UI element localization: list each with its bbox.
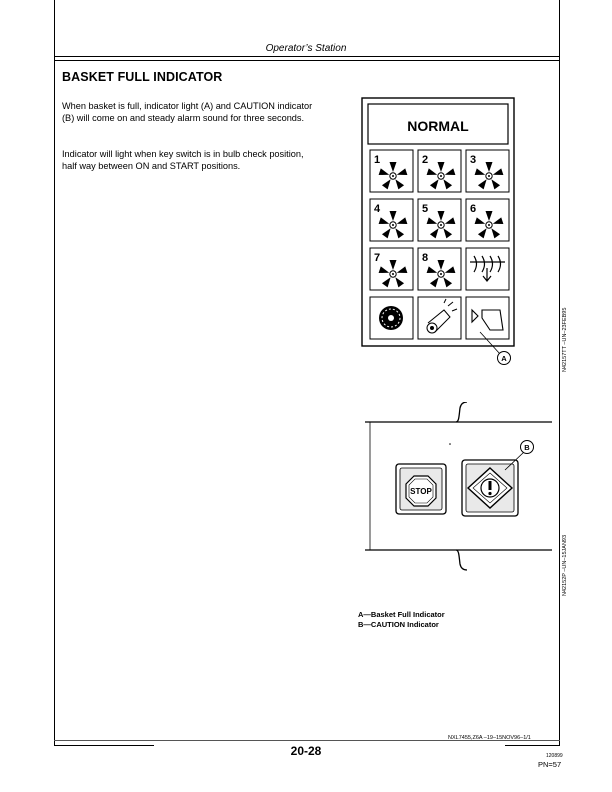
figure1-code: N42157TT –UN–23FEB95 xyxy=(562,307,568,372)
fan-cell-5 xyxy=(418,199,461,241)
fan-number-8: 8 xyxy=(422,252,429,264)
basket-cell xyxy=(466,297,509,339)
saw-blade-icon xyxy=(379,306,403,330)
normal-panel-label: NORMAL xyxy=(407,118,469,134)
indicator-panel-figure xyxy=(360,96,525,371)
legend-item-b: B—CAUTION Indicator xyxy=(358,620,439,629)
fan-number-5: 5 xyxy=(422,203,429,215)
frame-left-line xyxy=(54,0,55,745)
light-cell xyxy=(418,297,461,339)
caution-indicator-figure xyxy=(360,402,560,572)
fan-number-1: 1 xyxy=(374,154,381,166)
stop-indicator xyxy=(396,464,446,514)
paragraph-basket-full: When basket is full, indicator light (A) and CAUTION indicator (B) will come on and steady alarm sound for three seconds. xyxy=(62,101,313,123)
fan-cell-8 xyxy=(418,248,461,290)
figure2-code: N42152P –UN–15JAN93 xyxy=(562,534,568,596)
footer-small-code: 120899 xyxy=(546,753,563,759)
footer-pn: PN=57 xyxy=(538,760,562,769)
figure-legend xyxy=(358,610,445,630)
auger-cell xyxy=(466,248,509,290)
page-header-title: Operator’s Station xyxy=(265,43,347,54)
fan-number-4: 4 xyxy=(374,203,381,215)
fan-cell-7 xyxy=(370,248,413,290)
paragraph-bulb-check: Indicator will light when key switch is in bulb check position, half way between ON and START positions. xyxy=(62,149,304,171)
callout-a-label: A xyxy=(501,354,507,363)
legend-item-a: A—Basket Full Indicator xyxy=(358,610,445,619)
section-top-rule xyxy=(54,60,560,61)
section-title: BASKET FULL INDICATOR xyxy=(62,70,223,84)
fan-cell-3 xyxy=(466,150,509,192)
fan-cell-6 xyxy=(466,199,509,241)
callout-b-label: B xyxy=(524,443,530,452)
frame-right-line xyxy=(559,0,560,745)
stop-label: STOP xyxy=(410,487,432,496)
header-rule xyxy=(54,56,560,57)
fan-cell-2 xyxy=(418,150,461,192)
footer-code: NXL7455,Z6A –19–15NOV96–1/1 xyxy=(448,735,531,741)
fan-number-6: 6 xyxy=(470,203,477,215)
fan-number-7: 7 xyxy=(374,252,381,264)
page-number: 20-28 xyxy=(290,744,322,758)
fan-number-3: 3 xyxy=(470,154,477,166)
saw-cell xyxy=(370,297,413,339)
fan-cell-1 xyxy=(370,150,413,192)
fan-cell-4 xyxy=(370,199,413,241)
fan-number-2: 2 xyxy=(422,154,429,166)
caution-indicator xyxy=(462,460,518,516)
